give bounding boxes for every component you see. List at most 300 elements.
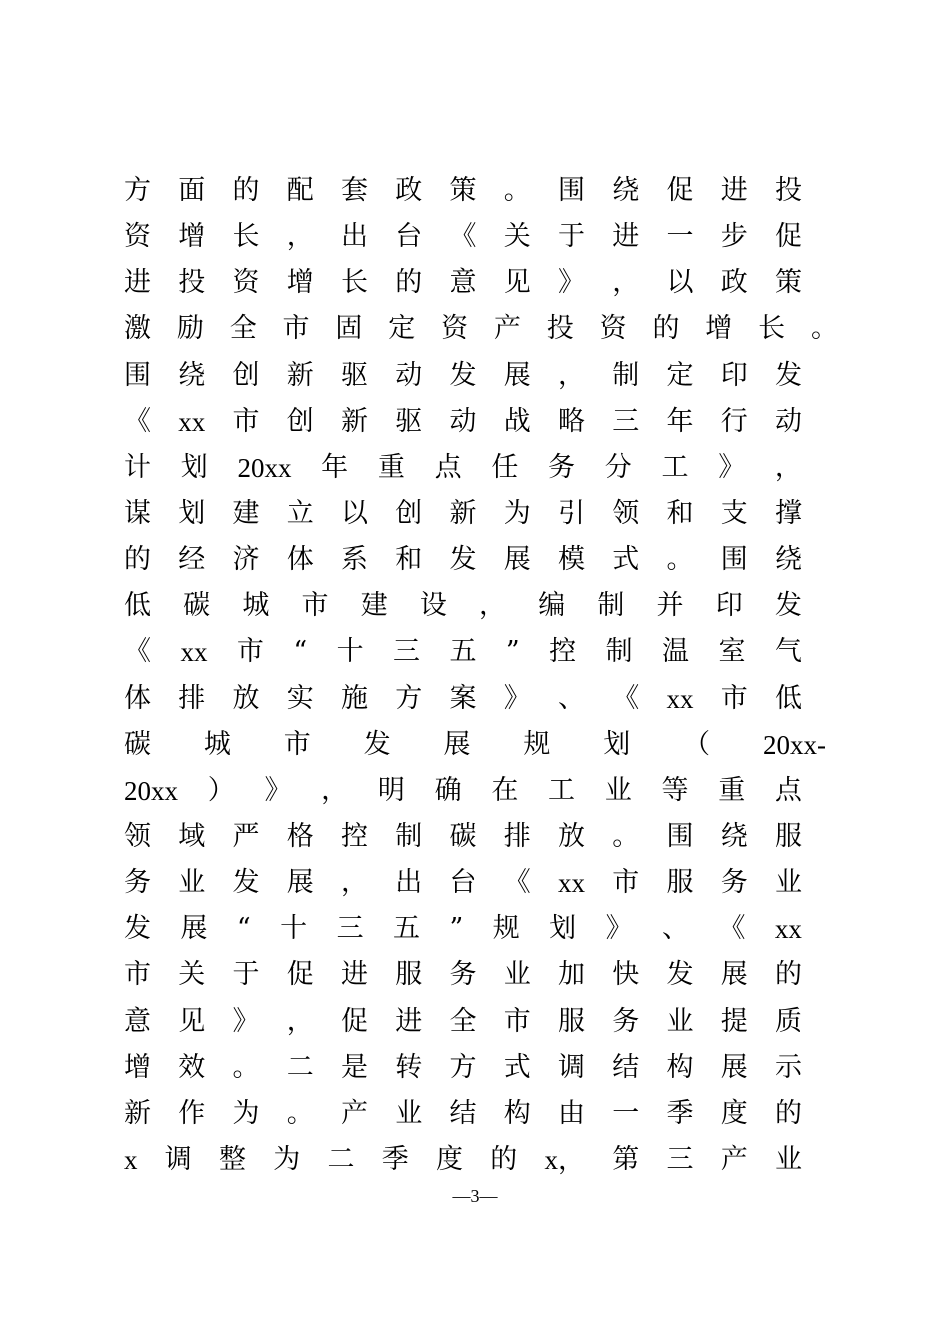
text-token: 展 [286,867,314,899]
text-token: 设 [419,590,447,622]
text-token: 第 [612,1143,640,1175]
text-line [124,722,826,768]
text-token: 引 [558,497,585,529]
text-token: 任 [491,451,519,483]
text-token: 点 [434,451,462,483]
text-token: 季 [381,1143,409,1175]
text-token: xx [774,914,802,945]
text-line [124,1137,802,1183]
text-token: 政 [395,175,423,206]
text-token: 重 [377,451,405,483]
text-token: 促 [286,959,314,991]
text-token: 市 [283,728,311,760]
text-token: 。 [810,313,838,345]
text-token: 气 [774,636,802,668]
text-token: 》 [605,913,633,945]
text-token: 经 [178,544,206,576]
text-token: 整 [219,1143,246,1175]
text-token: 效 [178,1051,206,1083]
text-token: ） [207,774,235,806]
text-token: 《 [124,405,151,437]
text-token: 控 [341,820,368,852]
page-number: —3— [452,1186,498,1206]
text-token: 发 [775,359,802,391]
text-token: 施 [341,682,368,714]
text-token: 发 [449,544,477,576]
text-token: 进 [124,267,151,299]
text-line [124,629,802,675]
text-token: 五 [393,913,420,945]
text-token: 结 [612,1051,640,1083]
text-token: 产 [341,1097,368,1129]
text-token: 并 [656,590,684,622]
text-token: 新 [449,497,477,529]
text-token: 绕 [612,175,640,206]
text-token: 的 [775,959,802,991]
text-token: 作 [178,1097,206,1129]
text-token: 展 [720,959,748,991]
text-token: 《 [503,867,531,899]
text-token: 领 [124,820,151,852]
text-token: 转 [395,1051,423,1083]
text-token: 定 [388,313,416,345]
text-token: 和 [395,544,423,576]
text-token: 二 [286,1051,314,1083]
text-token: 规 [523,728,551,760]
text-token: 放 [558,820,585,852]
text-token: 式 [612,544,640,576]
text-token: 台 [395,221,423,253]
text-token: 发 [666,959,694,991]
text-token: 模 [558,544,585,576]
text-token: 以 [341,497,368,529]
text-token: 业 [604,774,632,806]
text-token: 制 [605,636,633,668]
text-line [124,676,802,722]
text-token: 新 [124,1097,151,1129]
text-token: 方 [124,175,151,206]
text-token: 调 [558,1051,585,1083]
text-token: 是 [341,1051,368,1083]
text-token: 发 [232,867,260,899]
text-token: 三 [336,913,364,945]
text-token: ， [321,774,349,806]
text-token: 长 [232,221,260,253]
text-token: 绕 [775,544,802,576]
text-line [124,860,802,906]
text-token: 围 [666,820,694,852]
text-token: 20xx [124,775,178,806]
text-token: 展 [503,359,531,391]
text-token: 加 [558,959,585,991]
text-token: 制 [612,359,640,391]
text-token: 低 [775,682,802,714]
text-token: 由 [558,1097,585,1129]
text-token: 关 [178,959,206,991]
text-token: 新 [286,359,314,391]
text-token: 城 [203,728,231,760]
text-token: 提 [720,1005,748,1037]
text-token: x [124,1144,138,1175]
text-token: 为 [273,1143,301,1175]
text-line [124,768,802,814]
text-token: 资 [599,313,627,345]
text-token: 务 [548,451,576,483]
text-token: 、 [558,682,585,714]
text-token: 划 [549,913,577,945]
text-line [124,952,802,998]
text-token: 增 [286,267,314,299]
text-token: 为 [232,1097,260,1129]
text-token: xx [178,406,206,437]
text-token: 的 [490,1143,518,1175]
text-token: 新 [341,405,368,437]
text-token: 体 [124,682,151,714]
text-token: 资 [441,313,469,345]
text-token: 严 [232,820,260,852]
text-token: 投 [546,313,574,345]
text-token: 绕 [178,359,206,391]
text-token: 进 [720,175,748,206]
text-token: 碳 [183,590,211,622]
text-token: 室 [718,636,746,668]
text-token: 见 [178,1005,206,1037]
text-token: 实 [286,682,314,714]
text-token: 发 [363,728,391,760]
text-token: 市 [720,682,748,714]
text-token: 低 [124,590,151,622]
text-token: 》 [232,1005,260,1037]
text-token: 发 [124,913,151,945]
text-token: 立 [286,497,314,529]
text-token: 制 [395,820,423,852]
text-token: 关 [503,221,531,253]
text-line [124,168,802,214]
text-token: 促 [341,1005,368,1037]
text-token: 市 [301,590,329,622]
text-token: 策 [775,267,802,299]
text-token: 济 [232,544,260,576]
text-token: 规 [492,913,520,945]
text-token: ， [612,267,640,299]
text-token: 创 [232,359,260,391]
text-token: 排 [503,820,531,852]
text-token: 》 [264,774,292,806]
text-token: 式 [503,1051,531,1083]
text-token: ， [558,359,585,391]
text-token: 促 [666,175,694,206]
text-token: 市 [232,405,260,437]
text-token: 。 [503,175,531,206]
text-token: 进 [612,221,640,253]
text-token: 。 [612,820,640,852]
text-line [124,306,838,352]
text-token: 三 [666,1143,694,1175]
text-token: 业 [666,1005,694,1037]
text-line [124,814,802,860]
text-token: 增 [178,221,206,253]
text-line [124,491,802,537]
text-token: 。 [286,1097,314,1129]
text-token: 固 [335,313,363,345]
text-token: ” [505,636,520,668]
text-token: 围 [558,175,585,206]
text-token: 排 [178,682,206,714]
text-token: 围 [124,359,151,391]
text-token: 《 [718,913,746,945]
text-token: 激 [124,313,151,345]
text-line [124,583,802,629]
text-token: xx [666,683,694,714]
text-line [124,999,802,1045]
text-token: 出 [395,867,423,899]
text-token: 资 [232,267,260,299]
text-token: 为 [503,497,531,529]
text-token: 构 [503,1097,531,1129]
text-token: 方 [395,682,423,714]
text-line [124,1045,802,1091]
text-token: 年 [666,405,694,437]
text-token: 围 [720,544,748,576]
text-token: 投 [178,267,206,299]
text-token: 划 [178,497,206,529]
text-token: 促 [775,221,802,253]
text-token: 见 [503,267,531,299]
text-token: 以 [666,267,694,299]
text-token: 领 [612,497,640,529]
text-token: 务 [720,867,748,899]
text-token: x， [544,1144,585,1175]
text-token: “ [293,636,308,668]
text-token: 明 [377,774,405,806]
text-line [124,353,802,399]
text-token: 五 [449,636,477,668]
text-token: 度 [720,1097,748,1129]
text-token: 制 [597,590,625,622]
text-token: 的 [124,544,151,576]
text-token: 产 [493,313,521,345]
text-token: 长 [341,267,368,299]
text-token: 的 [395,267,423,299]
text-token: 增 [124,1051,151,1083]
text-token: 市 [503,1005,531,1037]
text-token: 发 [774,590,802,622]
text-token: 域 [178,820,206,852]
text-token: 行 [720,405,748,437]
text-token: 政 [720,267,748,299]
text-token: 步 [720,221,748,253]
text-token: 服 [775,820,802,852]
text-token: ” [449,913,464,945]
text-token: 市 [612,867,640,899]
text-token: 体 [286,544,314,576]
text-token: 业 [395,1097,423,1129]
text-token: 温 [662,636,689,668]
text-token: 》 [503,682,531,714]
text-token: 点 [774,774,802,806]
text-token: 一 [612,1097,640,1129]
text-token: 重 [718,774,746,806]
text-token: 、 [662,913,689,945]
text-token: 二 [327,1143,355,1175]
text-token: 构 [666,1051,694,1083]
text-token: 碳 [124,728,151,760]
text-token: 等 [661,774,689,806]
text-token: 工 [548,774,576,806]
text-token: 结 [449,1097,477,1129]
text-token: 20xx- [763,729,826,760]
body-text [124,168,838,1183]
text-line [124,399,802,445]
text-token: 方 [449,1051,477,1083]
text-token: 在 [491,774,519,806]
text-token: 战 [503,405,531,437]
text-token: 配 [286,175,314,206]
text-token: 的 [775,1097,802,1129]
text-token: 三 [612,405,640,437]
text-token: 出 [341,221,368,253]
text-token: （ [683,728,711,760]
text-line [124,214,802,260]
text-token: 进 [341,959,368,991]
text-token: 意 [124,1005,151,1037]
text-token: 度 [436,1143,463,1175]
text-token: 季 [666,1097,694,1129]
text-token: 示 [775,1051,802,1083]
text-token: 印 [715,590,743,622]
text-token: 策 [449,175,477,206]
text-token: 确 [434,774,462,806]
text-token: 务 [124,867,151,899]
text-token: 于 [232,959,260,991]
text-token: 展 [720,1051,748,1083]
text-line [124,260,802,306]
text-token: 《 [124,636,151,668]
text-token: 全 [229,313,257,345]
text-token: ， [774,451,802,483]
text-token: 业 [775,867,802,899]
text-token: 20xx [237,452,292,483]
text-line [124,1091,802,1137]
text-token: 绕 [720,820,748,852]
text-token: 创 [395,497,423,529]
text-token: 快 [612,959,640,991]
text-token: 系 [341,544,368,576]
text-token: 定 [666,359,694,391]
text-token: 资 [124,221,151,253]
text-token: 励 [176,313,204,345]
text-token: 分 [604,451,632,483]
text-token: 动 [395,359,423,391]
text-token: 划 [180,451,208,483]
text-token: 进 [395,1005,423,1037]
text-token: 年 [321,451,349,483]
text-token: 谋 [124,497,151,529]
text-token: 《 [612,682,640,714]
text-token: 投 [775,175,802,206]
text-token: 三 [393,636,420,668]
text-token: 产 [720,1143,748,1175]
text-token: 务 [612,1005,640,1037]
text-token: 工 [661,451,689,483]
text-token: 印 [720,359,748,391]
text-token: 展 [443,728,471,760]
text-token: 市 [282,313,310,345]
text-token: 《 [449,221,477,253]
text-token: 控 [549,636,577,668]
text-token: 和 [666,497,694,529]
text-token: 案 [449,682,477,714]
text-token: 服 [395,959,423,991]
text-token: 市 [124,959,151,991]
text-token: 的 [652,313,680,345]
text-token: 十 [280,913,308,945]
text-token: 驱 [341,359,368,391]
text-token: 发 [449,359,477,391]
text-token: xx [558,868,585,899]
text-token: 质 [775,1005,802,1037]
text-token: 动 [449,405,477,437]
text-token: 》 [718,451,746,483]
text-token: 业 [775,1143,802,1175]
text-token: 。 [666,544,694,576]
text-line [124,906,802,952]
text-token: 计 [124,451,151,483]
text-token: 长 [758,313,786,345]
text-token: 格 [286,820,314,852]
text-token: 创 [286,405,314,437]
text-token: 驱 [395,405,423,437]
text-token: 编 [538,590,566,622]
text-token: 业 [178,867,206,899]
text-token: 面 [178,175,206,206]
text-token: 于 [558,221,585,253]
text-token: 略 [558,405,585,437]
text-token: 城 [242,590,270,622]
text-token: 建 [360,590,388,622]
text-token: 建 [232,497,260,529]
text-token: 意 [449,267,477,299]
text-token: 一 [666,221,694,253]
text-token: 市 [236,636,264,668]
text-token: 放 [232,682,260,714]
text-token: 十 [336,636,364,668]
text-token: 套 [341,175,368,206]
text-token: 支 [720,497,748,529]
text-token: xx [180,637,208,668]
text-token: ， [286,221,314,253]
text-token: ， [479,590,507,622]
text-token: 业 [503,959,531,991]
text-token: 碳 [449,820,477,852]
text-token: 划 [603,728,631,760]
text-token: 展 [180,913,208,945]
text-token: 服 [666,867,694,899]
text-token: 增 [705,313,733,345]
text-token: “ [236,913,251,945]
text-token: 务 [449,959,477,991]
text-token: 》 [558,267,585,299]
text-token: 展 [503,544,531,576]
text-token: 全 [449,1005,477,1037]
text-line [124,537,802,583]
text-line [124,445,802,491]
text-token: 撑 [775,497,802,529]
text-token: 动 [775,405,802,437]
text-token: ， [286,1005,314,1037]
text-token: 。 [232,1051,260,1083]
text-token: ， [341,867,368,899]
